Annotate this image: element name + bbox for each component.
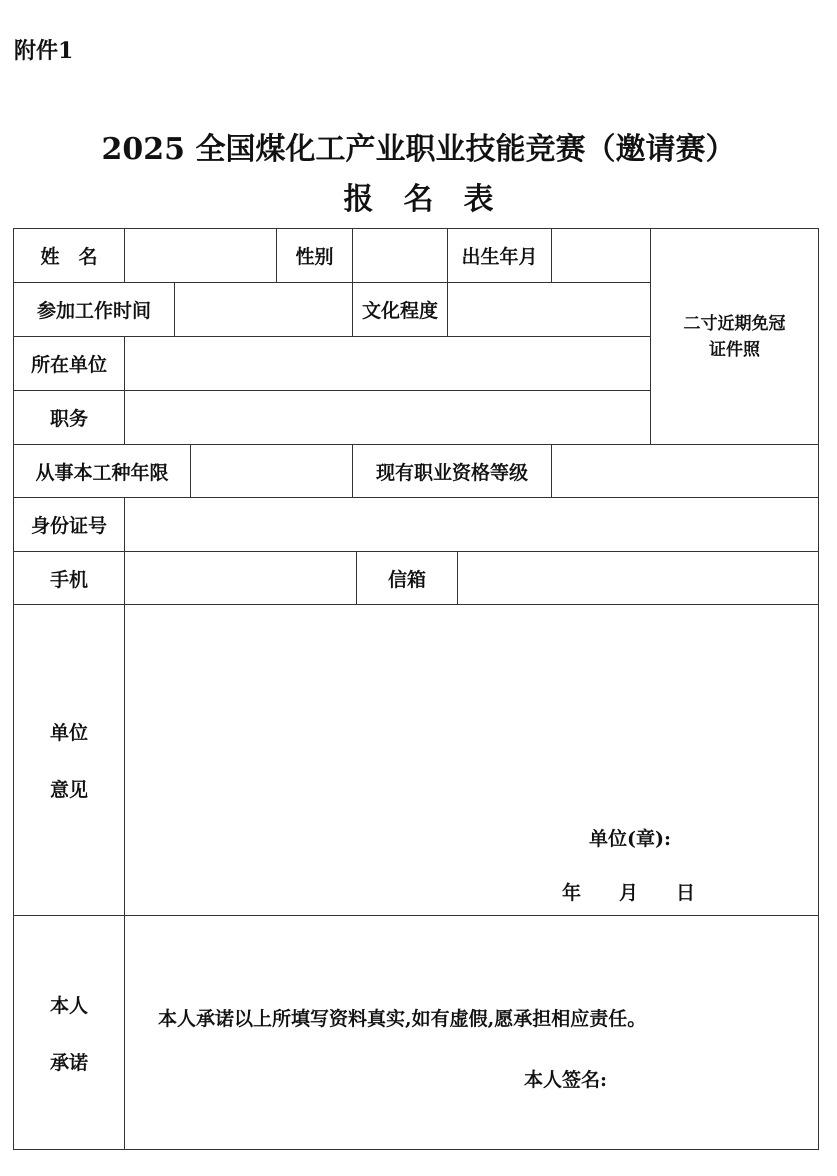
work-start-field[interactable]	[174, 282, 353, 337]
phone-label: 手机	[13, 551, 125, 605]
promise-field[interactable]	[124, 915, 819, 1150]
email-label: 信箱	[356, 551, 458, 605]
date-line: 年 月 日	[562, 882, 696, 904]
opinion-label-line2: 意见	[49, 779, 88, 801]
qualification-label: 现有职业资格等级	[352, 444, 552, 498]
email-field[interactable]	[457, 551, 819, 605]
gender-label: 性别	[276, 228, 353, 283]
name-label: 姓 名	[13, 228, 125, 283]
opinion-field[interactable]	[124, 604, 819, 916]
id-label: 身份证号	[13, 497, 125, 552]
birth-field[interactable]	[551, 228, 651, 283]
work-start-label: 参加工作时间	[13, 282, 175, 337]
form-title: 2025 全国煤化工产业职业技能竞赛（邀请赛）	[101, 132, 736, 167]
phone-field[interactable]	[124, 551, 357, 605]
years-label: 从事本工种年限	[13, 444, 191, 498]
form-subtitle: 报名表	[343, 182, 524, 217]
promise-label-line1: 本人	[49, 994, 88, 1017]
years-field[interactable]	[190, 444, 353, 498]
photo-hint	[670, 311, 800, 363]
unit-label: 所在单位	[13, 336, 125, 391]
id-field[interactable]	[124, 497, 819, 552]
unit-seal-label: 单位(章):	[589, 828, 671, 850]
photo-hint-line2: 证件照	[709, 339, 760, 360]
opinion-label-line1: 单位	[49, 722, 88, 744]
education-field[interactable]	[447, 282, 651, 337]
position-label: 职务	[13, 390, 125, 445]
attachment-label: 附件1	[14, 38, 74, 64]
promise-label	[13, 915, 125, 1150]
position-field[interactable]	[124, 390, 651, 445]
qualification-field[interactable]	[551, 444, 819, 498]
photo-hint-line1: 二寸近期免冠	[683, 313, 786, 334]
birth-label: 出生年月	[447, 228, 552, 283]
photo-box[interactable]	[650, 228, 819, 445]
opinion-label	[13, 604, 125, 916]
education-label: 文化程度	[352, 282, 448, 337]
gender-field[interactable]	[352, 228, 448, 283]
signature-label: 本人签名:	[524, 1069, 608, 1091]
promise-label-line2: 承诺	[49, 1051, 88, 1074]
name-field[interactable]	[124, 228, 277, 283]
promise-statement: 本人承诺以上所填写资料真实,如有虚假,愿承担相应责任。	[158, 1008, 647, 1030]
unit-field[interactable]	[124, 336, 651, 391]
